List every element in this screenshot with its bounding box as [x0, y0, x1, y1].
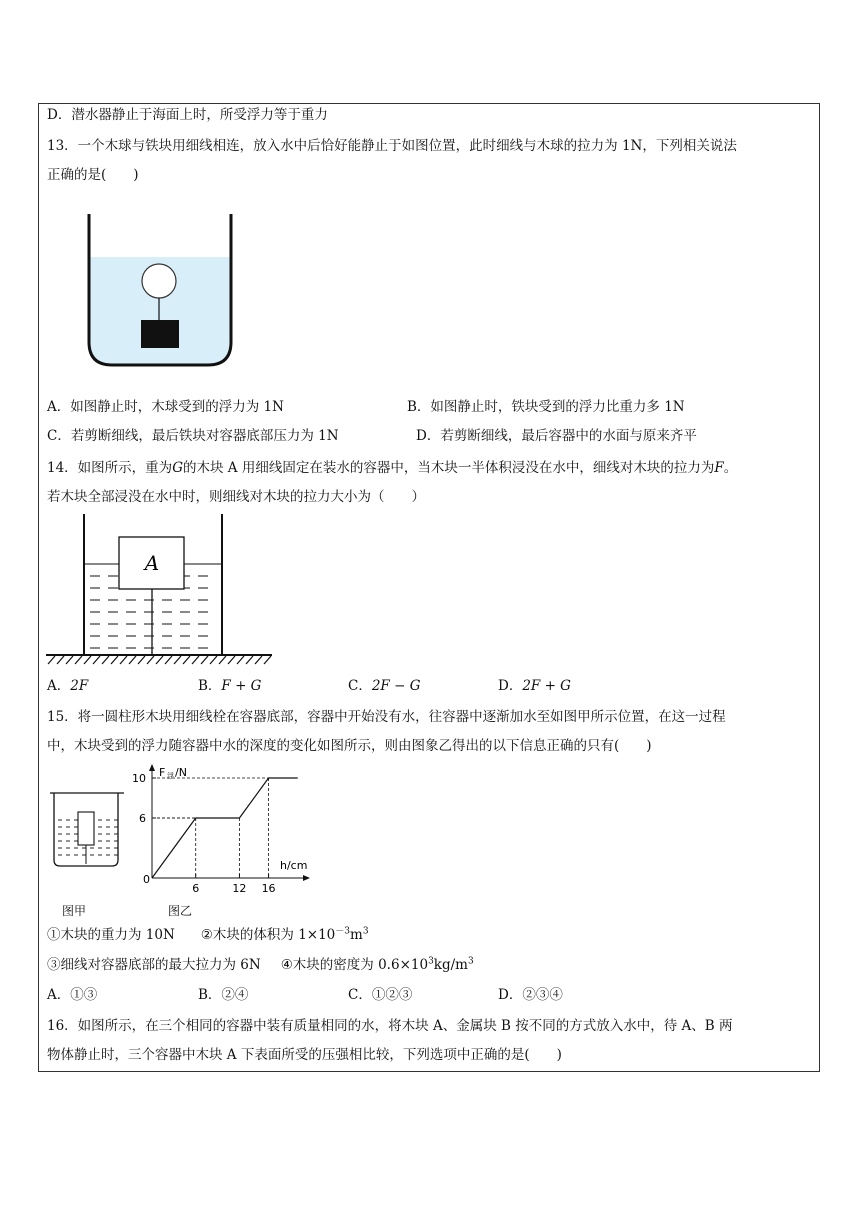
q13-stem-line1: 13．一个木球与铁块用细线相连，放入水中后恰好能静止于如图位置，此时细线与木球的拉力为 1N，下列相关说法	[47, 138, 737, 154]
q14-option-a-prefix: A．	[47, 678, 71, 694]
ground-hatch-line	[75, 656, 82, 664]
ground-hatch-line	[228, 656, 235, 664]
ground-hatch-line	[210, 656, 217, 664]
q15-stmt4-sup: 3	[428, 956, 434, 967]
q13-option-a[interactable]: A．如图静止时，木球受到的浮力为 1N	[47, 399, 284, 415]
q15-stmt2-b: m	[350, 927, 363, 943]
ground-hatch-line	[183, 656, 190, 664]
q13-option-b[interactable]: B．如图静止时，铁块受到的浮力比重力多 1N	[407, 399, 685, 415]
q15-figure-jia	[48, 790, 128, 870]
q14-stem-line1	[47, 459, 737, 477]
ground-hatch-line	[264, 656, 271, 664]
q15-fig-jia-label: 图甲	[62, 904, 87, 918]
q13-option-c[interactable]: C．若剪断细线，最后铁块对容器底部压力为 1N	[47, 428, 339, 444]
chart-x-tick-label: 16	[261, 882, 276, 895]
q16-stem-line2: 物体静止时，三个容器中木块 A 下表面所受的压强相比较，下列选项中正确的是( )	[47, 1047, 562, 1063]
chart-series	[152, 778, 298, 878]
ground-hatch-line	[57, 656, 64, 664]
q13-wood-ball	[142, 264, 176, 298]
q14-stem-text-a: 14．如图所示，重为	[47, 460, 173, 476]
ground-hatch-line	[237, 656, 244, 664]
ground-hatch-line	[255, 656, 262, 664]
q15-statement-1: ①木块的重力为 10N	[47, 927, 175, 943]
chart-y-tick-label: 6	[139, 812, 146, 825]
ground-hatch-line	[102, 656, 109, 664]
q14-option-a-expr: 2F	[70, 678, 89, 694]
q14-option-c[interactable]	[348, 677, 420, 695]
q14-option-d-prefix: D．	[498, 678, 523, 694]
q15-fig-yi-label: 图乙	[168, 904, 193, 918]
q15-stmt4-b: kg/m	[433, 957, 468, 973]
q14-var-g: G	[172, 460, 183, 476]
ground-hatch-line	[48, 656, 55, 664]
chart-y-arrow	[149, 764, 155, 771]
q15-option-a[interactable]: A．①③	[47, 987, 98, 1003]
q14-option-d-expr: 2F + G	[522, 678, 571, 694]
q15-buoyancy-chart	[132, 762, 315, 897]
q14-option-c-expr: 2F − G	[371, 678, 421, 694]
chart-ylabel-sub: 浮	[167, 772, 174, 780]
q16-stem-line1: 16．如图所示，在三个相同的容器中装有质量相同的水，将木块 A、金属块 B 按不同的方式放入水中，待 A、B 两	[47, 1018, 733, 1034]
q13-option-d[interactable]: D．若剪断细线，最后容器中的水面与原来齐平	[416, 428, 697, 444]
q14-option-b-prefix: B．	[198, 678, 222, 694]
ground-hatch-line	[201, 656, 208, 664]
q14-stem-line2: 若木块全部浸没在水中时，则细线对木块的拉力大小为（ ）	[47, 489, 425, 505]
q14-option-b-expr: F + G	[221, 678, 262, 694]
chart-origin-label: 0	[143, 873, 150, 886]
q15-stmt4-sup2: 3	[467, 956, 474, 967]
q12-option-d[interactable]: D．潜水器静止于海面上时，所受浮力等于重力	[47, 107, 328, 123]
q15-option-d[interactable]: D．②③④	[498, 987, 563, 1003]
ground-hatch-line	[219, 656, 226, 664]
chart-x-tick-label: 12	[232, 882, 247, 895]
q15-stmt2-a: ②木块的体积为 1×10	[200, 927, 336, 943]
chart-ylabel-main: F	[159, 766, 166, 779]
q14-option-d[interactable]	[498, 677, 571, 695]
q13-stem-line2: 正确的是( )	[47, 167, 139, 183]
ground-hatch-line	[138, 656, 145, 664]
ground-hatch-line	[111, 656, 118, 664]
q15-stem-line2: 中，木块受到的浮力随容器中水的深度的变化如图所示，则由图象乙得出的以下信息正确的只有( )	[47, 738, 652, 754]
chart-ylabel-unit: /N	[175, 766, 187, 779]
ground-hatch-line	[84, 656, 91, 664]
q14-option-a[interactable]	[47, 677, 88, 695]
chart-series-line	[152, 778, 298, 878]
q15-statement-3: ③细线对容器底部的最大拉力为 6N	[47, 957, 261, 973]
q14-figure-container	[44, 512, 274, 667]
q14-var-f: F	[714, 460, 724, 476]
q15-statements-row2	[47, 956, 474, 974]
ground-hatch-line	[129, 656, 136, 664]
q15-statement-2	[201, 927, 369, 943]
ground-hatch-line	[156, 656, 163, 664]
q13-figure-container	[80, 210, 240, 370]
q15-wood-cylinder	[78, 812, 94, 845]
chart-x-tick-label: 6	[192, 882, 200, 895]
q13-iron-block	[141, 320, 179, 348]
q14-option-c-prefix: C．	[348, 678, 372, 694]
q14-stem-text-e: 。	[723, 460, 738, 476]
q14-stem-text-c: 的木块 A 用细线固定在装水的容器中，当木块一半体积浸没在水中，细线对木块的拉力为	[182, 460, 715, 476]
q15-statement-4	[281, 957, 474, 973]
chart-xlabel: h/cm	[280, 859, 308, 872]
q15-stmt4-a: ④木块的密度为 0.6×10	[280, 957, 429, 973]
ground-hatch-line	[120, 656, 127, 664]
ground-hatch-line	[174, 656, 181, 664]
chart-guides	[152, 778, 269, 878]
q15-stem-line1: 15．将一圆柱形木块用细线栓在容器底部，容器中开始没有水，往容器中逐渐加水至如图甲所示位置，在这一过程	[47, 709, 726, 725]
ground-hatch-line	[66, 656, 73, 664]
q14-option-b[interactable]	[198, 677, 261, 695]
ground-hatch-line	[93, 656, 100, 664]
q15-stmt2-sup: －3	[335, 926, 351, 937]
ground-hatch-line	[147, 656, 154, 664]
q15-option-b[interactable]: B．②④	[198, 987, 249, 1003]
ground-hatch-line	[192, 656, 199, 664]
q15-stmt2-sup2: 3	[362, 926, 369, 937]
chart-x-arrow	[303, 875, 310, 881]
ground-hatch-line	[165, 656, 172, 664]
chart-y-tick-label: 10	[132, 772, 146, 785]
q14-block-label: A	[144, 551, 160, 575]
q15-option-c[interactable]: C．①②③	[348, 987, 413, 1003]
q15-statements-row1	[47, 926, 369, 944]
q14-ground-hatch	[48, 656, 271, 664]
ground-hatch-line	[246, 656, 253, 664]
